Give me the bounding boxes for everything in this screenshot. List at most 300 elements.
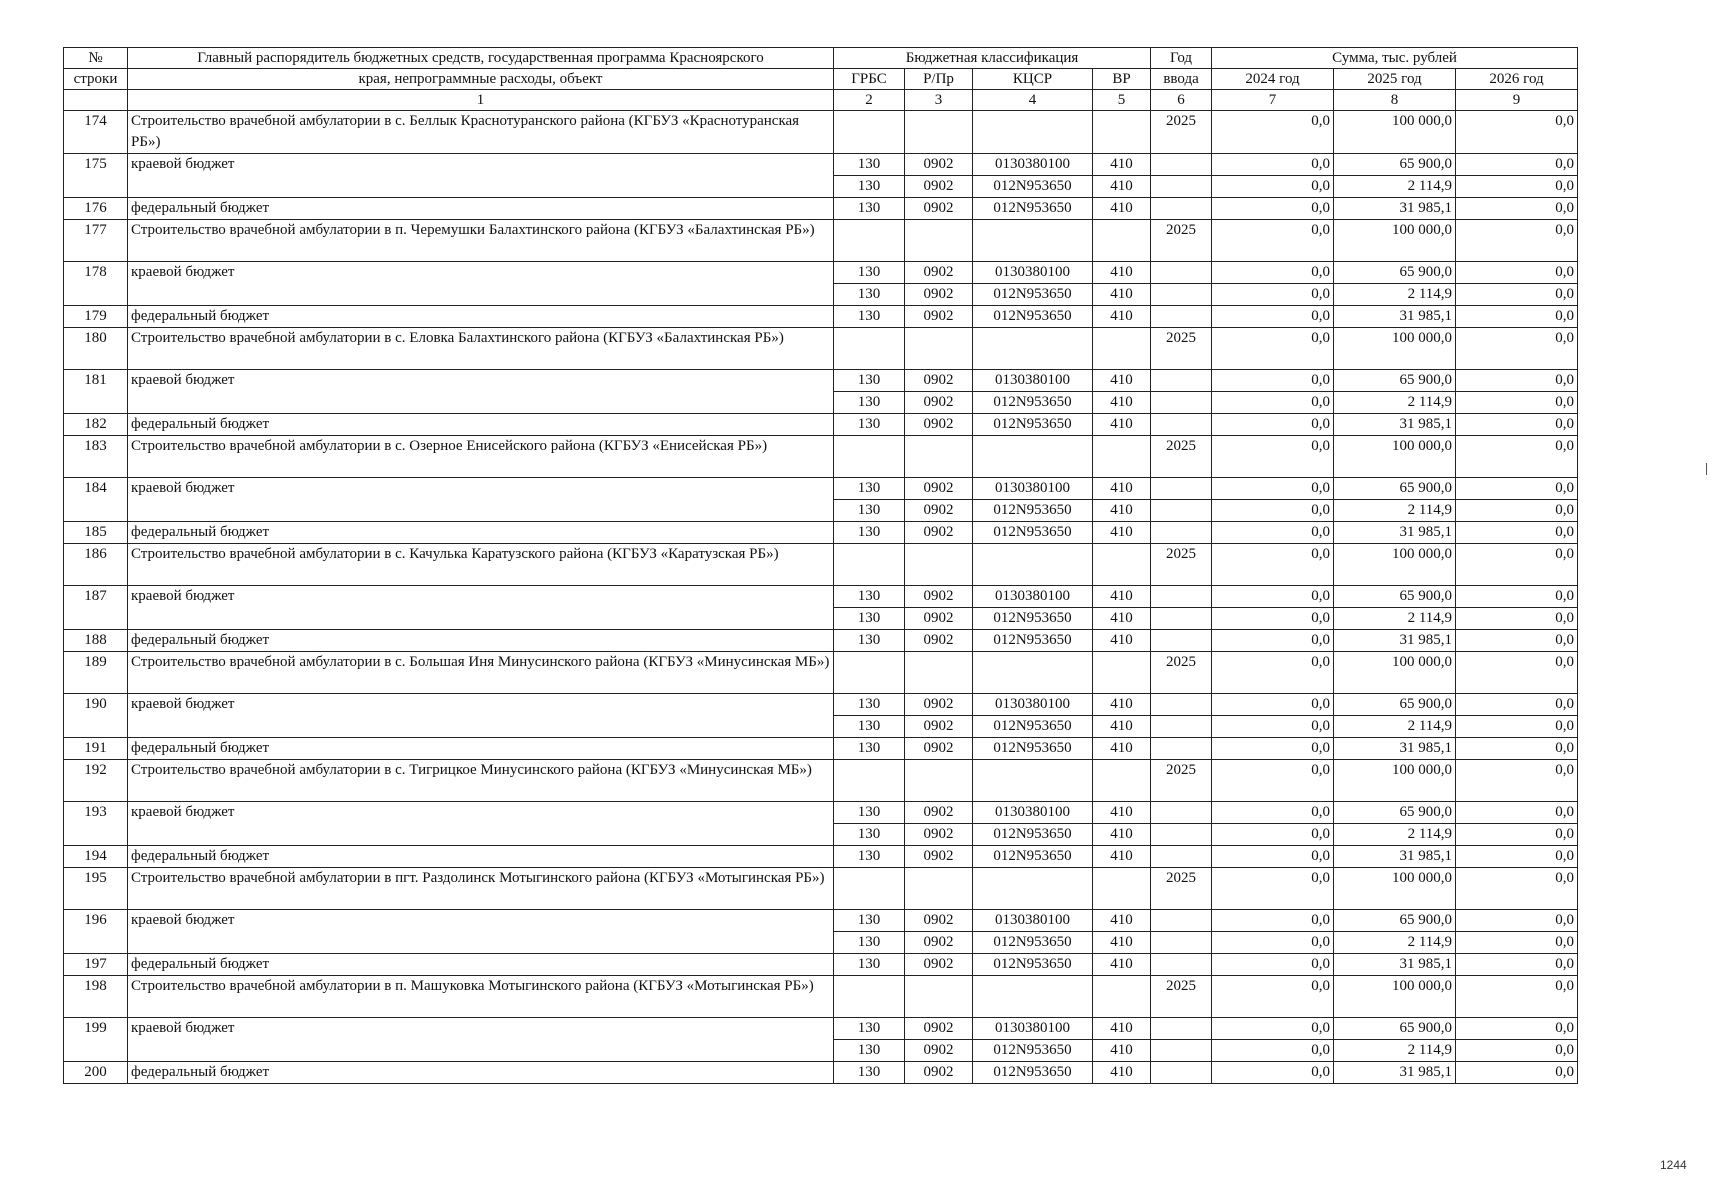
sum-2026-cell: 0,0 [1456, 694, 1578, 716]
year-cell [1151, 824, 1212, 846]
rzpr-cell: 0902 [905, 306, 973, 328]
sum-2026-cell: 0,0 [1456, 738, 1578, 760]
grbs-cell: 130 [834, 824, 905, 846]
kcsr-cell: 0130380100 [973, 694, 1093, 716]
rzpr-cell [905, 544, 973, 586]
federal-budget-row [64, 738, 1578, 760]
header-2025: 2025 год [1334, 69, 1456, 90]
rzpr-cell: 0902 [905, 608, 973, 630]
rzpr-cell: 0902 [905, 910, 973, 932]
object-row [64, 111, 1578, 154]
sum-2026-cell: 0,0 [1456, 500, 1578, 522]
object-row [64, 328, 1578, 370]
sum-2026-cell: 0,0 [1456, 262, 1578, 284]
regional-budget-row [64, 478, 1578, 500]
rzpr-cell: 0902 [905, 954, 973, 976]
year-cell [1151, 154, 1212, 176]
grbs-cell: 130 [834, 154, 905, 176]
regional-budget-row [64, 694, 1578, 716]
year-cell [1151, 414, 1212, 436]
vr-cell: 410 [1093, 586, 1151, 608]
sum-2024-cell: 0,0 [1212, 436, 1334, 478]
sum-2025-cell: 100 000,0 [1334, 760, 1456, 802]
regional-budget-row [64, 154, 1578, 176]
grbs-cell: 130 [834, 306, 905, 328]
sum-2026-cell: 0,0 [1456, 154, 1578, 176]
object-name: Строительство врачебной амбулатории в с. Беллык Краснотуранского района (КГБУЗ «Краснотуранская РБ») [128, 111, 834, 154]
year-cell [1151, 262, 1212, 284]
year-cell [1151, 910, 1212, 932]
vr-cell [1093, 220, 1151, 262]
sum-2024-cell: 0,0 [1212, 370, 1334, 392]
regional-budget-row [64, 910, 1578, 932]
budget-source-name: федеральный бюджет [128, 414, 834, 436]
kcsr-cell: 0130380100 [973, 586, 1093, 608]
year-cell [1151, 500, 1212, 522]
year-cell: 2025 [1151, 976, 1212, 1018]
year-cell: 2025 [1151, 652, 1212, 694]
object-name: Строительство врачебной амбулатории в с. Тигрицкое Минусинского района (КГБУЗ «Минусинская МБ») [128, 760, 834, 802]
regional-budget-row [64, 586, 1578, 608]
sum-2024-cell: 0,0 [1212, 176, 1334, 198]
sum-2025-cell: 2 114,9 [1334, 824, 1456, 846]
budget-table [63, 47, 1578, 1084]
year-cell [1151, 694, 1212, 716]
kcsr-cell: 012N953650 [973, 1040, 1093, 1062]
header-row-no-2: строки [64, 69, 128, 90]
header-title: Главный распорядитель бюджетных средств, государственная программа Красноярского [128, 48, 834, 69]
kcsr-cell: 0130380100 [973, 478, 1093, 500]
sum-2026-cell: 0,0 [1456, 910, 1578, 932]
kcsr-cell: 0130380100 [973, 802, 1093, 824]
sum-2025-cell: 100 000,0 [1334, 976, 1456, 1018]
row-number: 191 [64, 738, 128, 760]
rzpr-cell: 0902 [905, 198, 973, 220]
grbs-cell: 130 [834, 910, 905, 932]
budget-source-name: федеральный бюджет [128, 630, 834, 652]
rzpr-cell: 0902 [905, 1062, 973, 1084]
budget-source-name: федеральный бюджет [128, 954, 834, 976]
vr-cell: 410 [1093, 824, 1151, 846]
rzpr-cell [905, 220, 973, 262]
sum-2025-cell: 100 000,0 [1334, 328, 1456, 370]
sum-2026-cell: 0,0 [1456, 328, 1578, 370]
header-2026: 2026 год [1456, 69, 1578, 90]
sum-2026-cell: 0,0 [1456, 802, 1578, 824]
year-cell [1151, 738, 1212, 760]
sum-2026-cell: 0,0 [1456, 1040, 1578, 1062]
row-number: 181 [64, 370, 128, 414]
object-row [64, 976, 1578, 1018]
kcsr-cell [973, 328, 1093, 370]
grbs-cell: 130 [834, 284, 905, 306]
rzpr-cell [905, 436, 973, 478]
row-number: 175 [64, 154, 128, 198]
header-2024: 2024 год [1212, 69, 1334, 90]
rzpr-cell: 0902 [905, 586, 973, 608]
row-number: 190 [64, 694, 128, 738]
kcsr-cell: 0130380100 [973, 370, 1093, 392]
row-number: 176 [64, 198, 128, 220]
sum-2026-cell: 0,0 [1456, 608, 1578, 630]
grbs-cell: 130 [834, 932, 905, 954]
year-cell [1151, 954, 1212, 976]
year-cell [1151, 716, 1212, 738]
vr-cell: 410 [1093, 154, 1151, 176]
federal-budget-row [64, 198, 1578, 220]
col-num: 6 [1151, 90, 1212, 111]
sum-2025-cell: 65 900,0 [1334, 910, 1456, 932]
sum-2025-cell: 100 000,0 [1334, 544, 1456, 586]
vr-cell [1093, 436, 1151, 478]
vr-cell: 410 [1093, 284, 1151, 306]
grbs-cell: 130 [834, 392, 905, 414]
rzpr-cell: 0902 [905, 932, 973, 954]
header-budget-classification: Бюджетная классификация [834, 48, 1151, 69]
sum-2024-cell: 0,0 [1212, 522, 1334, 544]
sum-2026-cell: 0,0 [1456, 976, 1578, 1018]
sum-2025-cell: 2 114,9 [1334, 500, 1456, 522]
sum-2026-cell: 0,0 [1456, 760, 1578, 802]
kcsr-cell: 0130380100 [973, 1018, 1093, 1040]
object-name: Строительство врачебной амбулатории в с. Большая Иня Минусинского района (КГБУЗ «Минусинская МБ») [128, 652, 834, 694]
regional-budget-row [64, 1018, 1578, 1040]
rzpr-cell: 0902 [905, 522, 973, 544]
budget-source-name: краевой бюджет [128, 262, 834, 306]
sum-2026-cell: 0,0 [1456, 868, 1578, 910]
kcsr-cell [973, 976, 1093, 1018]
grbs-cell [834, 652, 905, 694]
header-grbs: ГРБС [834, 69, 905, 90]
row-number: 178 [64, 262, 128, 306]
sum-2026-cell: 0,0 [1456, 586, 1578, 608]
page-number: 1244 [1660, 1158, 1687, 1172]
rzpr-cell [905, 328, 973, 370]
year-cell [1151, 284, 1212, 306]
rzpr-cell: 0902 [905, 262, 973, 284]
vr-cell [1093, 976, 1151, 1018]
sum-2026-cell: 0,0 [1456, 220, 1578, 262]
year-cell [1151, 932, 1212, 954]
vr-cell: 410 [1093, 414, 1151, 436]
sum-2025-cell: 100 000,0 [1334, 868, 1456, 910]
header-kcsr: КЦСР [973, 69, 1093, 90]
sum-2024-cell: 0,0 [1212, 608, 1334, 630]
sum-2024-cell: 0,0 [1212, 198, 1334, 220]
year-cell [1151, 1018, 1212, 1040]
sum-2024-cell: 0,0 [1212, 154, 1334, 176]
vr-cell: 410 [1093, 392, 1151, 414]
vr-cell: 410 [1093, 608, 1151, 630]
grbs-cell: 130 [834, 370, 905, 392]
object-row [64, 760, 1578, 802]
kcsr-cell [973, 436, 1093, 478]
header-sum: Сумма, тыс. рублей [1212, 48, 1578, 69]
kcsr-cell [973, 111, 1093, 154]
budget-source-name: федеральный бюджет [128, 522, 834, 544]
kcsr-cell: 012N953650 [973, 630, 1093, 652]
sum-2025-cell: 100 000,0 [1334, 436, 1456, 478]
kcsr-cell: 012N953650 [973, 824, 1093, 846]
budget-source-name: краевой бюджет [128, 694, 834, 738]
kcsr-cell: 012N953650 [973, 522, 1093, 544]
grbs-cell [834, 220, 905, 262]
sum-2026-cell: 0,0 [1456, 478, 1578, 500]
row-number: 199 [64, 1018, 128, 1062]
federal-budget-row [64, 954, 1578, 976]
sum-2025-cell: 31 985,1 [1334, 198, 1456, 220]
federal-budget-row [64, 630, 1578, 652]
vr-cell [1093, 760, 1151, 802]
sum-2025-cell: 31 985,1 [1334, 846, 1456, 868]
vr-cell: 410 [1093, 370, 1151, 392]
grbs-cell [834, 436, 905, 478]
year-cell [1151, 522, 1212, 544]
sum-2025-cell: 65 900,0 [1334, 1018, 1456, 1040]
grbs-cell [834, 760, 905, 802]
vr-cell: 410 [1093, 1018, 1151, 1040]
row-number: 196 [64, 910, 128, 954]
sum-2024-cell: 0,0 [1212, 716, 1334, 738]
grbs-cell: 130 [834, 176, 905, 198]
sum-2026-cell: 0,0 [1456, 1018, 1578, 1040]
grbs-cell: 130 [834, 198, 905, 220]
rzpr-cell: 0902 [905, 392, 973, 414]
budget-source-name: краевой бюджет [128, 802, 834, 846]
sum-2024-cell: 0,0 [1212, 868, 1334, 910]
kcsr-cell [973, 220, 1093, 262]
vr-cell [1093, 328, 1151, 370]
sum-2026-cell: 0,0 [1456, 111, 1578, 154]
header-year-2: ввода [1151, 69, 1212, 90]
vr-cell: 410 [1093, 198, 1151, 220]
grbs-cell: 130 [834, 802, 905, 824]
sum-2024-cell: 0,0 [1212, 802, 1334, 824]
sum-2025-cell: 2 114,9 [1334, 1040, 1456, 1062]
budget-source-name: федеральный бюджет [128, 306, 834, 328]
edge-mark [1706, 463, 1707, 475]
header-rzpr: Р/Пр [905, 69, 973, 90]
grbs-cell [834, 868, 905, 910]
sum-2026-cell: 0,0 [1456, 1062, 1578, 1084]
year-cell [1151, 392, 1212, 414]
sum-2026-cell: 0,0 [1456, 652, 1578, 694]
sum-2025-cell: 31 985,1 [1334, 522, 1456, 544]
budget-source-name: краевой бюджет [128, 586, 834, 630]
sum-2026-cell: 0,0 [1456, 522, 1578, 544]
row-number: 182 [64, 414, 128, 436]
sum-2025-cell: 2 114,9 [1334, 392, 1456, 414]
year-cell [1151, 478, 1212, 500]
grbs-cell: 130 [834, 608, 905, 630]
sum-2024-cell: 0,0 [1212, 544, 1334, 586]
vr-cell: 410 [1093, 478, 1151, 500]
sum-2026-cell: 0,0 [1456, 370, 1578, 392]
col-num: 1 [128, 90, 834, 111]
row-number: 183 [64, 436, 128, 478]
budget-source-name: федеральный бюджет [128, 738, 834, 760]
budget-source-name: федеральный бюджет [128, 1062, 834, 1084]
kcsr-cell: 012N953650 [973, 608, 1093, 630]
row-number: 187 [64, 586, 128, 630]
row-number: 185 [64, 522, 128, 544]
grbs-cell: 130 [834, 694, 905, 716]
rzpr-cell: 0902 [905, 824, 973, 846]
sum-2026-cell: 0,0 [1456, 392, 1578, 414]
vr-cell: 410 [1093, 910, 1151, 932]
rzpr-cell: 0902 [905, 694, 973, 716]
row-number: 188 [64, 630, 128, 652]
row-number: 180 [64, 328, 128, 370]
row-number: 189 [64, 652, 128, 694]
sum-2025-cell: 65 900,0 [1334, 370, 1456, 392]
rzpr-cell [905, 868, 973, 910]
sum-2024-cell: 0,0 [1212, 652, 1334, 694]
regional-budget-row [64, 370, 1578, 392]
object-name: Строительство врачебной амбулатории в п. Машуковка Мотыгинского района (КГБУЗ «Мотыгинская РБ») [128, 976, 834, 1018]
object-name: Строительство врачебной амбулатории в с. Еловка Балахтинского района (КГБУЗ «Балахтинская РБ») [128, 328, 834, 370]
grbs-cell [834, 976, 905, 1018]
row-number: 177 [64, 220, 128, 262]
rzpr-cell: 0902 [905, 370, 973, 392]
vr-cell: 410 [1093, 306, 1151, 328]
object-name: Строительство врачебной амбулатории в с. Озерное Енисейского района (КГБУЗ «Енисейская РБ») [128, 436, 834, 478]
federal-budget-row [64, 522, 1578, 544]
sum-2026-cell: 0,0 [1456, 932, 1578, 954]
kcsr-cell: 012N953650 [973, 738, 1093, 760]
vr-cell [1093, 868, 1151, 910]
sum-2024-cell: 0,0 [1212, 111, 1334, 154]
header-year: Год [1151, 48, 1212, 69]
vr-cell: 410 [1093, 1040, 1151, 1062]
sum-2025-cell: 31 985,1 [1334, 954, 1456, 976]
rzpr-cell [905, 652, 973, 694]
sum-2025-cell: 100 000,0 [1334, 111, 1456, 154]
year-cell [1151, 370, 1212, 392]
sum-2024-cell: 0,0 [1212, 760, 1334, 802]
grbs-cell: 130 [834, 738, 905, 760]
rzpr-cell: 0902 [905, 738, 973, 760]
vr-cell: 410 [1093, 694, 1151, 716]
object-row [64, 652, 1578, 694]
row-number: 197 [64, 954, 128, 976]
grbs-cell: 130 [834, 716, 905, 738]
sum-2026-cell: 0,0 [1456, 716, 1578, 738]
year-cell [1151, 608, 1212, 630]
kcsr-cell: 012N953650 [973, 932, 1093, 954]
vr-cell: 410 [1093, 522, 1151, 544]
sum-2025-cell: 65 900,0 [1334, 478, 1456, 500]
rzpr-cell: 0902 [905, 1018, 973, 1040]
sum-2025-cell: 31 985,1 [1334, 306, 1456, 328]
object-row [64, 868, 1578, 910]
sum-2026-cell: 0,0 [1456, 436, 1578, 478]
sum-2024-cell: 0,0 [1212, 1040, 1334, 1062]
col-num: 7 [1212, 90, 1334, 111]
table-body [64, 111, 1578, 1084]
year-cell [1151, 630, 1212, 652]
year-cell: 2025 [1151, 220, 1212, 262]
kcsr-cell [973, 544, 1093, 586]
sum-2026-cell: 0,0 [1456, 414, 1578, 436]
sum-2024-cell: 0,0 [1212, 976, 1334, 1018]
grbs-cell: 130 [834, 846, 905, 868]
kcsr-cell: 012N953650 [973, 1062, 1093, 1084]
object-row [64, 436, 1578, 478]
budget-source-name: краевой бюджет [128, 370, 834, 414]
vr-cell: 410 [1093, 932, 1151, 954]
sum-2025-cell: 2 114,9 [1334, 608, 1456, 630]
col-num: 8 [1334, 90, 1456, 111]
kcsr-cell: 012N953650 [973, 846, 1093, 868]
sum-2026-cell: 0,0 [1456, 306, 1578, 328]
object-row [64, 544, 1578, 586]
sum-2024-cell: 0,0 [1212, 328, 1334, 370]
col-num: 4 [973, 90, 1093, 111]
sum-2026-cell: 0,0 [1456, 198, 1578, 220]
year-cell [1151, 1062, 1212, 1084]
header-vr: ВР [1093, 69, 1151, 90]
budget-source-name: краевой бюджет [128, 1018, 834, 1062]
sum-2024-cell: 0,0 [1212, 824, 1334, 846]
year-cell [1151, 306, 1212, 328]
header-row-no: № [64, 48, 128, 69]
kcsr-cell: 012N953650 [973, 284, 1093, 306]
sum-2026-cell: 0,0 [1456, 284, 1578, 306]
table-header [64, 48, 1578, 111]
kcsr-cell: 012N953650 [973, 716, 1093, 738]
grbs-cell: 130 [834, 954, 905, 976]
kcsr-cell: 0130380100 [973, 262, 1093, 284]
sum-2025-cell: 31 985,1 [1334, 414, 1456, 436]
grbs-cell: 130 [834, 478, 905, 500]
vr-cell [1093, 544, 1151, 586]
rzpr-cell: 0902 [905, 414, 973, 436]
year-cell [1151, 1040, 1212, 1062]
budget-source-name: краевой бюджет [128, 478, 834, 522]
grbs-cell: 130 [834, 1040, 905, 1062]
vr-cell: 410 [1093, 176, 1151, 198]
federal-budget-row [64, 1062, 1578, 1084]
header-title-2: края, непрограммные расходы, объект [128, 69, 834, 90]
year-cell [1151, 586, 1212, 608]
kcsr-cell: 0130380100 [973, 910, 1093, 932]
grbs-cell [834, 544, 905, 586]
kcsr-cell: 012N953650 [973, 306, 1093, 328]
sum-2025-cell: 65 900,0 [1334, 694, 1456, 716]
row-number: 186 [64, 544, 128, 586]
year-cell [1151, 846, 1212, 868]
rzpr-cell [905, 976, 973, 1018]
kcsr-cell: 012N953650 [973, 414, 1093, 436]
vr-cell [1093, 652, 1151, 694]
year-cell [1151, 198, 1212, 220]
year-cell: 2025 [1151, 436, 1212, 478]
sum-2025-cell: 31 985,1 [1334, 630, 1456, 652]
vr-cell: 410 [1093, 954, 1151, 976]
sum-2024-cell: 0,0 [1212, 500, 1334, 522]
sum-2025-cell: 31 985,1 [1334, 1062, 1456, 1084]
sum-2024-cell: 0,0 [1212, 392, 1334, 414]
sum-2024-cell: 0,0 [1212, 220, 1334, 262]
row-number: 184 [64, 478, 128, 522]
kcsr-cell: 012N953650 [973, 500, 1093, 522]
sum-2024-cell: 0,0 [1212, 1018, 1334, 1040]
kcsr-cell: 012N953650 [973, 176, 1093, 198]
sum-2025-cell: 100 000,0 [1334, 220, 1456, 262]
sum-2025-cell: 100 000,0 [1334, 652, 1456, 694]
kcsr-cell [973, 652, 1093, 694]
